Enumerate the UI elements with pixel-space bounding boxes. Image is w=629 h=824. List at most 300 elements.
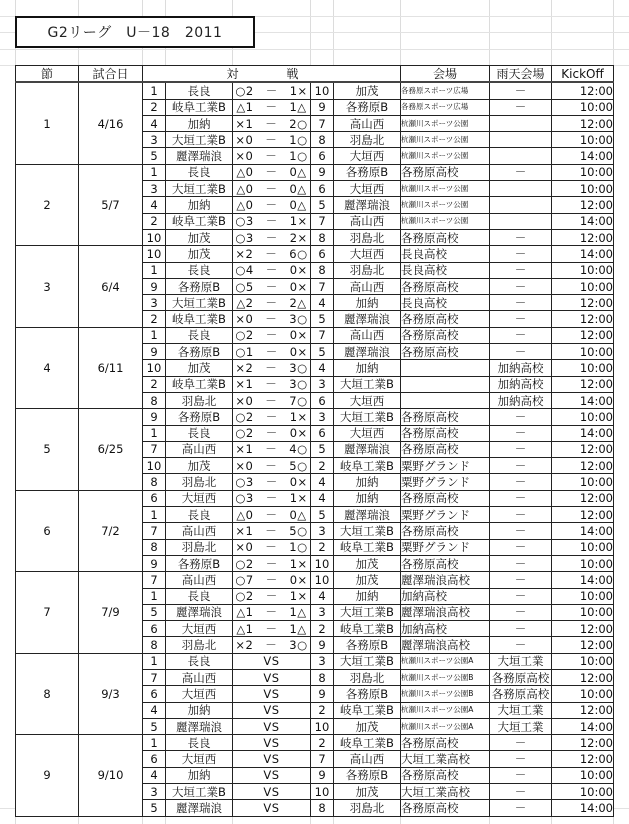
venue-cell[interactable]: 杭瀬川スポーツ公園 bbox=[401, 213, 490, 229]
score-cell[interactable]: ×1 － 5○ bbox=[233, 523, 311, 539]
away-number-cell[interactable]: 9 bbox=[311, 767, 334, 783]
home-team-cell[interactable]: 長良 bbox=[166, 653, 233, 669]
away-team-cell[interactable]: 加茂 bbox=[334, 82, 401, 99]
away-team-cell[interactable]: 加納 bbox=[334, 360, 401, 376]
kickoff-cell[interactable]: 12:00 bbox=[552, 295, 614, 311]
home-team-cell[interactable]: 加納 bbox=[166, 197, 233, 213]
away-number-cell[interactable]: 9 bbox=[311, 164, 334, 180]
home-team-cell[interactable]: 麗澤瑞浪 bbox=[166, 718, 233, 734]
home-team-cell[interactable]: 加茂 bbox=[166, 458, 233, 474]
venue-cell[interactable]: 粟野グランド bbox=[401, 474, 490, 490]
section-cell[interactable]: 2 bbox=[16, 164, 79, 245]
away-number-cell[interactable]: 3 bbox=[311, 523, 334, 539]
score-cell[interactable]: ○5 － 0× bbox=[233, 278, 311, 294]
home-team-cell[interactable]: 長良 bbox=[166, 425, 233, 441]
score-cell[interactable]: ×2 － 3○ bbox=[233, 637, 311, 653]
home-team-cell[interactable]: 大垣西 bbox=[166, 686, 233, 702]
home-number-cell[interactable]: 2 bbox=[143, 376, 166, 392]
rain-venue-cell[interactable]: － bbox=[490, 99, 552, 115]
rain-venue-cell[interactable]: 大垣工業 bbox=[490, 702, 552, 718]
away-number-cell[interactable]: 4 bbox=[311, 490, 334, 506]
home-number-cell[interactable]: 4 bbox=[143, 115, 166, 131]
venue-cell[interactable]: 杭瀬川スポーツ公園 bbox=[401, 181, 490, 197]
score-cell[interactable]: ○2 － 1× bbox=[233, 588, 311, 604]
away-team-cell[interactable]: 麗澤瑞浪 bbox=[334, 311, 401, 327]
venue-cell[interactable]: 粟野グランド bbox=[401, 507, 490, 523]
away-number-cell[interactable]: 6 bbox=[311, 181, 334, 197]
venue-cell[interactable] bbox=[401, 376, 490, 392]
venue-cell[interactable]: 粟野グランド bbox=[401, 539, 490, 555]
away-number-cell[interactable]: 8 bbox=[311, 800, 334, 816]
kickoff-cell[interactable]: 10:00 bbox=[552, 686, 614, 702]
home-number-cell[interactable]: 4 bbox=[143, 197, 166, 213]
away-team-cell[interactable]: 大垣工業B bbox=[334, 604, 401, 620]
home-number-cell[interactable]: 6 bbox=[143, 686, 166, 702]
venue-cell[interactable]: 長良高校 bbox=[401, 246, 490, 262]
home-team-cell[interactable]: 麗澤瑞浪 bbox=[166, 148, 233, 164]
date-cell[interactable]: 4/16 bbox=[79, 82, 143, 164]
rain-venue-cell[interactable]: － bbox=[490, 327, 552, 343]
home-number-cell[interactable]: 5 bbox=[143, 718, 166, 734]
away-team-cell[interactable]: 各務原B bbox=[334, 637, 401, 653]
venue-cell[interactable]: 長良高校 bbox=[401, 295, 490, 311]
away-team-cell[interactable]: 加茂 bbox=[334, 784, 401, 800]
score-cell[interactable]: ×0 － 7○ bbox=[233, 392, 311, 408]
kickoff-cell[interactable]: 12:00 bbox=[552, 669, 614, 685]
venue-cell[interactable]: 各務原高校 bbox=[401, 800, 490, 816]
away-team-cell[interactable]: 加納 bbox=[334, 490, 401, 506]
rain-venue-cell[interactable]: － bbox=[490, 278, 552, 294]
section-cell[interactable]: 4 bbox=[16, 327, 79, 408]
score-cell[interactable]: △1 － 1△ bbox=[233, 604, 311, 620]
kickoff-cell[interactable]: 14:00 bbox=[552, 425, 614, 441]
venue-cell[interactable]: 各務原高校 bbox=[401, 278, 490, 294]
away-number-cell[interactable]: 8 bbox=[311, 669, 334, 685]
away-team-cell[interactable]: 高山西 bbox=[334, 327, 401, 343]
venue-cell[interactable]: 加納高校 bbox=[401, 588, 490, 604]
home-number-cell[interactable]: 3 bbox=[143, 784, 166, 800]
rain-venue-cell[interactable] bbox=[490, 213, 552, 229]
venue-cell[interactable]: 麗澤瑞浪高校 bbox=[401, 572, 490, 588]
away-number-cell[interactable]: 3 bbox=[311, 409, 334, 425]
kickoff-cell[interactable]: 10:00 bbox=[552, 409, 614, 425]
kickoff-cell[interactable]: 12:00 bbox=[552, 637, 614, 653]
kickoff-cell[interactable]: 10:00 bbox=[552, 360, 614, 376]
away-number-cell[interactable]: 6 bbox=[311, 425, 334, 441]
venue-cell[interactable]: 杭瀬川スポーツ公園 bbox=[401, 115, 490, 131]
score-cell[interactable]: ○3 － 1× bbox=[233, 490, 311, 506]
away-number-cell[interactable]: 9 bbox=[311, 637, 334, 653]
score-cell[interactable]: VS bbox=[233, 669, 311, 685]
venue-cell[interactable]: 杭瀬川スポーツ公園A bbox=[401, 702, 490, 718]
venue-cell[interactable]: 各務原高校 bbox=[401, 767, 490, 783]
kickoff-cell[interactable]: 10:00 bbox=[552, 767, 614, 783]
venue-cell[interactable]: 各務原高校 bbox=[401, 441, 490, 457]
away-number-cell[interactable]: 8 bbox=[311, 132, 334, 148]
home-number-cell[interactable]: 5 bbox=[143, 604, 166, 620]
home-team-cell[interactable]: 加茂 bbox=[166, 360, 233, 376]
away-team-cell[interactable]: 大垣西 bbox=[334, 425, 401, 441]
home-number-cell[interactable]: 1 bbox=[143, 735, 166, 751]
away-team-cell[interactable]: 大垣西 bbox=[334, 148, 401, 164]
kickoff-cell[interactable]: 14:00 bbox=[552, 213, 614, 229]
home-number-cell[interactable]: 8 bbox=[143, 474, 166, 490]
home-number-cell[interactable]: 6 bbox=[143, 490, 166, 506]
rain-venue-cell[interactable]: － bbox=[490, 425, 552, 441]
rain-venue-cell[interactable] bbox=[490, 181, 552, 197]
venue-cell[interactable]: 粟野グランド bbox=[401, 458, 490, 474]
score-cell[interactable]: △2 － 2△ bbox=[233, 295, 311, 311]
rain-venue-cell[interactable] bbox=[490, 115, 552, 131]
home-team-cell[interactable]: 岐阜工業B bbox=[166, 311, 233, 327]
away-number-cell[interactable]: 7 bbox=[311, 213, 334, 229]
home-team-cell[interactable]: 長良 bbox=[166, 588, 233, 604]
home-number-cell[interactable]: 7 bbox=[143, 523, 166, 539]
score-cell[interactable]: △0 － 0△ bbox=[233, 507, 311, 523]
kickoff-cell[interactable]: 12:00 bbox=[552, 490, 614, 506]
home-team-cell[interactable]: 長良 bbox=[166, 82, 233, 99]
rain-venue-cell[interactable]: 各務原高校 bbox=[490, 686, 552, 702]
home-team-cell[interactable]: 各務原B bbox=[166, 555, 233, 571]
home-team-cell[interactable]: 高山西 bbox=[166, 441, 233, 457]
away-number-cell[interactable]: 10 bbox=[311, 555, 334, 571]
away-number-cell[interactable]: 3 bbox=[311, 653, 334, 669]
rain-venue-cell[interactable] bbox=[490, 132, 552, 148]
home-number-cell[interactable]: 10 bbox=[143, 458, 166, 474]
score-cell[interactable]: ○4 － 0× bbox=[233, 262, 311, 278]
away-number-cell[interactable]: 3 bbox=[311, 604, 334, 620]
away-number-cell[interactable]: 2 bbox=[311, 539, 334, 555]
kickoff-cell[interactable]: 10:00 bbox=[552, 653, 614, 669]
away-number-cell[interactable]: 2 bbox=[311, 735, 334, 751]
sheet-title[interactable] bbox=[15, 16, 255, 48]
rain-venue-cell[interactable]: － bbox=[490, 751, 552, 767]
home-number-cell[interactable]: 1 bbox=[143, 425, 166, 441]
away-team-cell[interactable]: 羽島北 bbox=[334, 800, 401, 816]
home-team-cell[interactable]: 羽島北 bbox=[166, 637, 233, 653]
home-team-cell[interactable]: 麗澤瑞浪 bbox=[166, 604, 233, 620]
rain-venue-cell[interactable]: － bbox=[490, 441, 552, 457]
away-number-cell[interactable]: 8 bbox=[311, 262, 334, 278]
away-number-cell[interactable]: 2 bbox=[311, 458, 334, 474]
away-number-cell[interactable]: 10 bbox=[311, 784, 334, 800]
venue-cell[interactable]: 杭瀬川スポーツ公園 bbox=[401, 132, 490, 148]
home-number-cell[interactable]: 3 bbox=[143, 132, 166, 148]
away-number-cell[interactable]: 8 bbox=[311, 229, 334, 245]
venue-cell[interactable]: 各務原高校 bbox=[401, 327, 490, 343]
away-number-cell[interactable]: 9 bbox=[311, 686, 334, 702]
header-match[interactable]: 対 戦 bbox=[143, 66, 401, 83]
home-number-cell[interactable]: 1 bbox=[143, 588, 166, 604]
date-cell[interactable]: 5/7 bbox=[79, 164, 143, 245]
score-cell[interactable]: ○3 － 0× bbox=[233, 474, 311, 490]
kickoff-cell[interactable]: 10:00 bbox=[552, 278, 614, 294]
rain-venue-cell[interactable]: － bbox=[490, 246, 552, 262]
away-team-cell[interactable]: 各務原B bbox=[334, 99, 401, 115]
home-number-cell[interactable]: 8 bbox=[143, 637, 166, 653]
venue-cell[interactable]: 各務原高校 bbox=[401, 409, 490, 425]
section-cell[interactable]: 9 bbox=[16, 735, 79, 816]
home-number-cell[interactable]: 9 bbox=[143, 344, 166, 360]
score-cell[interactable]: VS bbox=[233, 751, 311, 767]
away-team-cell[interactable]: 大垣工業B bbox=[334, 653, 401, 669]
away-team-cell[interactable]: 羽島北 bbox=[334, 229, 401, 245]
venue-cell[interactable]: 各務原高校 bbox=[401, 425, 490, 441]
home-team-cell[interactable]: 大垣工業B bbox=[166, 784, 233, 800]
score-cell[interactable]: ×2 － 3○ bbox=[233, 360, 311, 376]
kickoff-cell[interactable]: 12:00 bbox=[552, 702, 614, 718]
kickoff-cell[interactable]: 10:00 bbox=[552, 132, 614, 148]
home-number-cell[interactable]: 6 bbox=[143, 621, 166, 637]
home-team-cell[interactable]: 長良 bbox=[166, 327, 233, 343]
kickoff-cell[interactable]: 12:00 bbox=[552, 197, 614, 213]
home-number-cell[interactable]: 2 bbox=[143, 99, 166, 115]
venue-cell[interactable]: 各務原高校 bbox=[401, 229, 490, 245]
venue-cell[interactable] bbox=[401, 360, 490, 376]
rain-venue-cell[interactable]: － bbox=[490, 229, 552, 245]
away-number-cell[interactable]: 10 bbox=[311, 718, 334, 734]
kickoff-cell[interactable]: 12:00 bbox=[552, 327, 614, 343]
rain-venue-cell[interactable]: － bbox=[490, 474, 552, 490]
home-team-cell[interactable]: 岐阜工業B bbox=[166, 213, 233, 229]
venue-cell[interactable]: 杭瀬川スポーツ公園 bbox=[401, 197, 490, 213]
away-team-cell[interactable]: 麗澤瑞浪 bbox=[334, 197, 401, 213]
header-rain-venue[interactable]: 雨天会場 bbox=[490, 66, 552, 83]
away-team-cell[interactable]: 岐阜工業B bbox=[334, 735, 401, 751]
away-team-cell[interactable]: 各務原B bbox=[334, 164, 401, 180]
kickoff-cell[interactable]: 12:00 bbox=[552, 229, 614, 245]
date-cell[interactable]: 6/4 bbox=[79, 246, 143, 327]
home-number-cell[interactable]: 9 bbox=[143, 409, 166, 425]
home-number-cell[interactable]: 9 bbox=[143, 278, 166, 294]
kickoff-cell[interactable]: 10:00 bbox=[552, 164, 614, 180]
away-number-cell[interactable]: 5 bbox=[311, 311, 334, 327]
score-cell[interactable]: ○2 － 0× bbox=[233, 425, 311, 441]
home-team-cell[interactable]: 長良 bbox=[166, 164, 233, 180]
away-number-cell[interactable]: 6 bbox=[311, 148, 334, 164]
date-cell[interactable]: 6/25 bbox=[79, 409, 143, 490]
section-cell[interactable]: 7 bbox=[16, 572, 79, 653]
away-number-cell[interactable]: 5 bbox=[311, 441, 334, 457]
away-number-cell[interactable]: 4 bbox=[311, 588, 334, 604]
rain-venue-cell[interactable]: － bbox=[490, 311, 552, 327]
home-team-cell[interactable]: 長良 bbox=[166, 735, 233, 751]
venue-cell[interactable]: 各務原高校 bbox=[401, 344, 490, 360]
venue-cell[interactable]: 杭瀬川スポーツ公園B bbox=[401, 686, 490, 702]
kickoff-cell[interactable]: 12:00 bbox=[552, 751, 614, 767]
score-cell[interactable]: ×1 － 3○ bbox=[233, 376, 311, 392]
score-cell[interactable]: ×0 － 3○ bbox=[233, 311, 311, 327]
away-number-cell[interactable]: 9 bbox=[311, 99, 334, 115]
venue-cell[interactable]: 各務原高校 bbox=[401, 523, 490, 539]
score-cell[interactable]: ×0 － 5○ bbox=[233, 458, 311, 474]
home-team-cell[interactable]: 麗澤瑞浪 bbox=[166, 800, 233, 816]
away-team-cell[interactable]: 岐阜工業B bbox=[334, 702, 401, 718]
rain-venue-cell[interactable]: － bbox=[490, 262, 552, 278]
away-team-cell[interactable]: 麗澤瑞浪 bbox=[334, 507, 401, 523]
away-number-cell[interactable]: 5 bbox=[311, 344, 334, 360]
venue-cell[interactable]: 各務原高校 bbox=[401, 164, 490, 180]
away-number-cell[interactable]: 10 bbox=[311, 572, 334, 588]
kickoff-cell[interactable]: 12:00 bbox=[552, 507, 614, 523]
away-number-cell[interactable]: 7 bbox=[311, 327, 334, 343]
home-team-cell[interactable]: 加納 bbox=[166, 115, 233, 131]
kickoff-cell[interactable]: 10:00 bbox=[552, 588, 614, 604]
venue-cell[interactable]: 各務原高校 bbox=[401, 555, 490, 571]
home-number-cell[interactable]: 10 bbox=[143, 246, 166, 262]
away-number-cell[interactable]: 3 bbox=[311, 376, 334, 392]
score-cell[interactable]: ○7 － 0× bbox=[233, 572, 311, 588]
home-number-cell[interactable]: 2 bbox=[143, 311, 166, 327]
score-cell[interactable]: ×0 － 1○ bbox=[233, 132, 311, 148]
header-venue[interactable]: 会場 bbox=[401, 66, 490, 83]
away-number-cell[interactable]: 4 bbox=[311, 295, 334, 311]
score-cell[interactable]: VS bbox=[233, 767, 311, 783]
rain-venue-cell[interactable]: 加納高校 bbox=[490, 392, 552, 408]
rain-venue-cell[interactable] bbox=[490, 197, 552, 213]
score-cell[interactable]: △1 － 1△ bbox=[233, 621, 311, 637]
rain-venue-cell[interactable]: － bbox=[490, 637, 552, 653]
home-team-cell[interactable]: 加茂 bbox=[166, 229, 233, 245]
venue-cell[interactable]: 加納高校 bbox=[401, 621, 490, 637]
score-cell[interactable]: ○1 － 0× bbox=[233, 344, 311, 360]
header-date[interactable]: 試合日 bbox=[79, 66, 143, 83]
venue-cell[interactable]: 杭瀬川スポーツ公園B bbox=[401, 669, 490, 685]
home-team-cell[interactable]: 各務原B bbox=[166, 344, 233, 360]
home-number-cell[interactable]: 2 bbox=[143, 213, 166, 229]
away-team-cell[interactable]: 麗澤瑞浪 bbox=[334, 441, 401, 457]
score-cell[interactable]: VS bbox=[233, 702, 311, 718]
home-team-cell[interactable]: 長良 bbox=[166, 507, 233, 523]
home-team-cell[interactable]: 高山西 bbox=[166, 523, 233, 539]
header-section[interactable]: 節 bbox=[16, 66, 79, 83]
section-cell[interactable]: 8 bbox=[16, 653, 79, 734]
kickoff-cell[interactable]: 10:00 bbox=[552, 99, 614, 115]
home-number-cell[interactable]: 1 bbox=[143, 164, 166, 180]
venue-cell[interactable]: 杭瀬川スポーツ公園A bbox=[401, 653, 490, 669]
home-number-cell[interactable]: 7 bbox=[143, 572, 166, 588]
away-team-cell[interactable]: 岐阜工業B bbox=[334, 458, 401, 474]
home-number-cell[interactable]: 7 bbox=[143, 669, 166, 685]
home-team-cell[interactable]: 羽島北 bbox=[166, 392, 233, 408]
kickoff-cell[interactable]: 10:00 bbox=[552, 181, 614, 197]
home-number-cell[interactable]: 6 bbox=[143, 751, 166, 767]
away-team-cell[interactable]: 羽島北 bbox=[334, 262, 401, 278]
home-team-cell[interactable]: 加納 bbox=[166, 767, 233, 783]
date-cell[interactable]: 9/3 bbox=[79, 653, 143, 734]
rain-venue-cell[interactable]: － bbox=[490, 539, 552, 555]
rain-venue-cell[interactable]: － bbox=[490, 507, 552, 523]
section-cell[interactable]: 6 bbox=[16, 490, 79, 571]
home-number-cell[interactable]: 5 bbox=[143, 800, 166, 816]
away-number-cell[interactable]: 7 bbox=[311, 751, 334, 767]
away-team-cell[interactable]: 麗澤瑞浪 bbox=[334, 344, 401, 360]
date-cell[interactable]: 6/11 bbox=[79, 327, 143, 408]
score-cell[interactable]: VS bbox=[233, 735, 311, 751]
venue-cell[interactable]: 麗澤瑞浪高校 bbox=[401, 604, 490, 620]
venue-cell[interactable]: 杭瀬川スポーツ公園A bbox=[401, 718, 490, 734]
away-team-cell[interactable]: 各務原B bbox=[334, 686, 401, 702]
rain-venue-cell[interactable]: － bbox=[490, 458, 552, 474]
home-number-cell[interactable]: 1 bbox=[143, 262, 166, 278]
score-cell[interactable]: VS bbox=[233, 653, 311, 669]
score-cell[interactable]: △0 － 0△ bbox=[233, 164, 311, 180]
rain-venue-cell[interactable]: － bbox=[490, 588, 552, 604]
score-cell[interactable]: ○2 － 1× bbox=[233, 82, 311, 99]
home-number-cell[interactable]: 1 bbox=[143, 653, 166, 669]
away-number-cell[interactable]: 7 bbox=[311, 115, 334, 131]
venue-cell[interactable]: 各務原スポーツ広場 bbox=[401, 99, 490, 115]
kickoff-cell[interactable]: 10:00 bbox=[552, 604, 614, 620]
away-team-cell[interactable]: 大垣西 bbox=[334, 392, 401, 408]
rain-venue-cell[interactable]: － bbox=[490, 164, 552, 180]
home-team-cell[interactable]: 加納 bbox=[166, 702, 233, 718]
kickoff-cell[interactable]: 12:00 bbox=[552, 376, 614, 392]
home-number-cell[interactable]: 10 bbox=[143, 360, 166, 376]
kickoff-cell[interactable]: 12:00 bbox=[552, 311, 614, 327]
score-cell[interactable]: ×1 － 2○ bbox=[233, 115, 311, 131]
away-team-cell[interactable]: 大垣西 bbox=[334, 181, 401, 197]
venue-cell[interactable]: 麗澤瑞浪高校 bbox=[401, 637, 490, 653]
away-number-cell[interactable]: 4 bbox=[311, 360, 334, 376]
rain-venue-cell[interactable]: － bbox=[490, 572, 552, 588]
kickoff-cell[interactable]: 10:00 bbox=[552, 344, 614, 360]
away-number-cell[interactable]: 6 bbox=[311, 246, 334, 262]
kickoff-cell[interactable]: 10:00 bbox=[552, 262, 614, 278]
rain-venue-cell[interactable]: － bbox=[490, 800, 552, 816]
score-cell[interactable]: ○3 － 2× bbox=[233, 229, 311, 245]
away-team-cell[interactable]: 加納 bbox=[334, 295, 401, 311]
away-team-cell[interactable]: 岐阜工業B bbox=[334, 539, 401, 555]
home-team-cell[interactable]: 大垣工業B bbox=[166, 295, 233, 311]
venue-cell[interactable]: 長良高校 bbox=[401, 262, 490, 278]
venue-cell[interactable]: 大垣工業高校 bbox=[401, 751, 490, 767]
score-cell[interactable]: ×0 － 1○ bbox=[233, 539, 311, 555]
kickoff-cell[interactable]: 12:00 bbox=[552, 82, 614, 99]
venue-cell[interactable]: 各務原高校 bbox=[401, 735, 490, 751]
home-number-cell[interactable]: 5 bbox=[143, 148, 166, 164]
kickoff-cell[interactable]: 14:00 bbox=[552, 246, 614, 262]
rain-venue-cell[interactable]: － bbox=[490, 604, 552, 620]
home-team-cell[interactable]: 各務原B bbox=[166, 409, 233, 425]
kickoff-cell[interactable]: 12:00 bbox=[552, 115, 614, 131]
rain-venue-cell[interactable]: － bbox=[490, 621, 552, 637]
home-team-cell[interactable]: 大垣西 bbox=[166, 490, 233, 506]
kickoff-cell[interactable]: 14:00 bbox=[552, 718, 614, 734]
home-team-cell[interactable]: 羽島北 bbox=[166, 539, 233, 555]
score-cell[interactable]: ×1 － 4○ bbox=[233, 441, 311, 457]
home-team-cell[interactable]: 大垣工業B bbox=[166, 181, 233, 197]
away-team-cell[interactable]: 加納 bbox=[334, 588, 401, 604]
score-cell[interactable]: VS bbox=[233, 718, 311, 734]
rain-venue-cell[interactable]: － bbox=[490, 344, 552, 360]
home-number-cell[interactable]: 1 bbox=[143, 507, 166, 523]
score-cell[interactable]: VS bbox=[233, 800, 311, 816]
rain-venue-cell[interactable]: － bbox=[490, 295, 552, 311]
away-number-cell[interactable]: 7 bbox=[311, 278, 334, 294]
home-number-cell[interactable]: 1 bbox=[143, 82, 166, 99]
home-team-cell[interactable]: 羽島北 bbox=[166, 474, 233, 490]
home-team-cell[interactable]: 岐阜工業B bbox=[166, 99, 233, 115]
score-cell[interactable]: △1 － 1△ bbox=[233, 99, 311, 115]
home-number-cell[interactable]: 4 bbox=[143, 767, 166, 783]
away-team-cell[interactable]: 大垣工業B bbox=[334, 523, 401, 539]
rain-venue-cell[interactable]: － bbox=[490, 767, 552, 783]
away-team-cell[interactable]: 岐阜工業B bbox=[334, 621, 401, 637]
away-team-cell[interactable]: 高山西 bbox=[334, 278, 401, 294]
rain-venue-cell[interactable]: － bbox=[490, 490, 552, 506]
kickoff-cell[interactable]: 10:00 bbox=[552, 784, 614, 800]
